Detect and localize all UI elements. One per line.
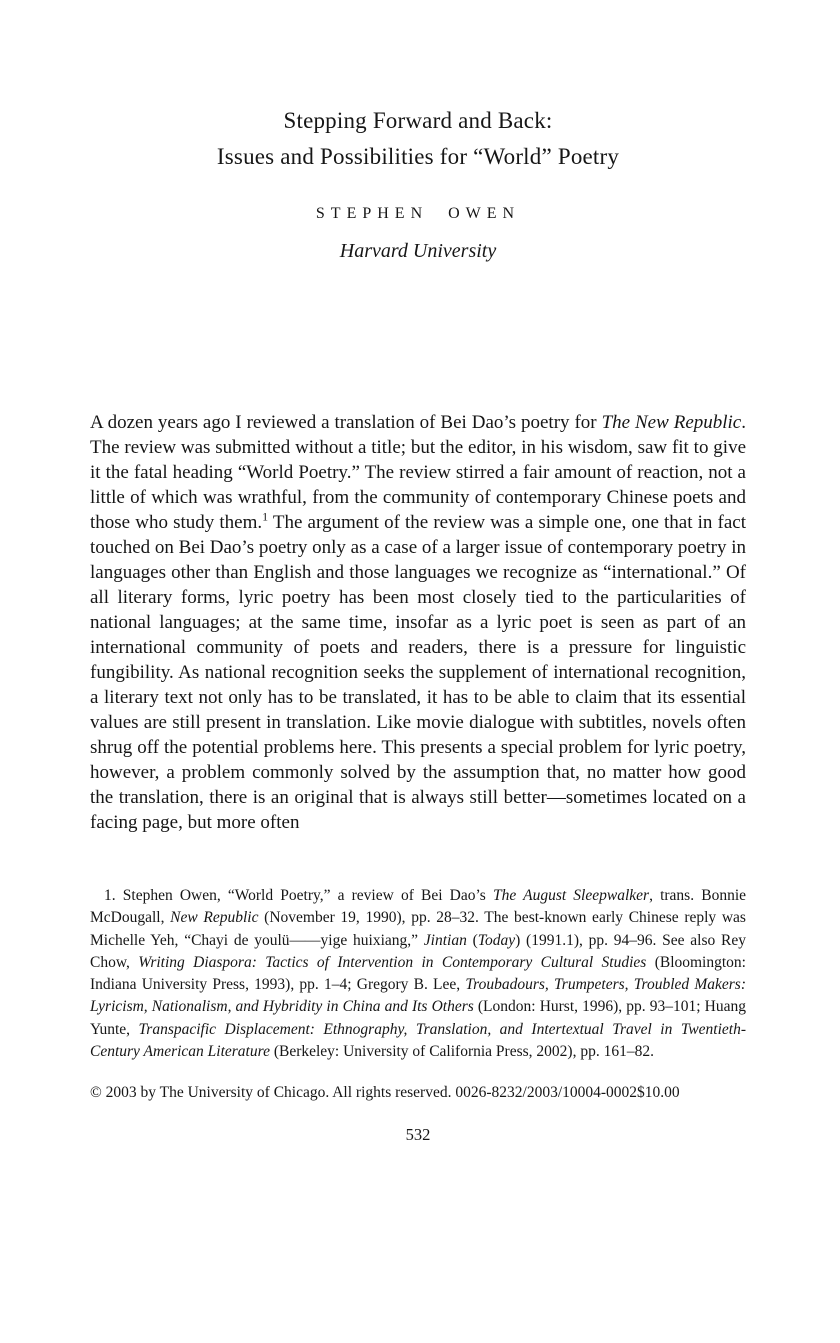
article-title-line-2: Issues and Possibilities for “World” Poetry (216, 144, 620, 169)
page-number: 532 (405, 1125, 431, 1145)
footnote-1: 1. Stephen Owen, “World Poetry,” a review of Bei Dao’s The August Sleepwalker, trans. Bonnie McDougall, New Republic (November 19, 1990), pp. 28–32. The best-known early Chinese reply was Michelle Yeh, “Chayi de youlü——yige huixiang,” Jintian (Today) (1991.1), pp. 94–96. See also Rey Chow, Writing Diaspora: Tactics of Intervention in Contemporary Cultural Studies (Bloomington: Indiana University Press, 1993), pp. 1–4; Gregory B. Lee, Troubadours, Trumpeters, Troubled Makers: Lyricism, Nationalism, and Hybridity in China and Its Others (London: Hurst, 1996), pp. 93–101; Huang Yunte, Transpacific Displacement: Ethnography, Translation, and Intertextual Travel in Twentieth-Century American Literature (Berkeley: University of California Press, 2002), pp. 161–82. (90, 887, 747, 1061)
author-name: STEPHEN OWEN (315, 205, 521, 222)
copyright-line: © 2003 by The University of Chicago. All rights reserved. 0026-8232/2003/10004-0002$10.00 (90, 1084, 680, 1102)
page-footer (90, 885, 746, 1145)
article-title (90, 103, 746, 175)
article-body (90, 410, 746, 835)
author-affiliation: Harvard University (339, 240, 497, 262)
body-paragraph: A dozen years ago I reviewed a translation of Bei Dao’s poetry for The New Republic. The review was submitted without a title; but the editor, in his wisdom, saw fit to give it the fatal heading “World Poetry.” The review stirred a fair amount of reaction, not a little of which was wrathful, from the community of contemporary Chinese poets and those who study them.$^1$ The argument of the review was a simple one, one that in fact touched on Bei Dao’s poetry only as a case of a larger issue of contemporary poetry in languages other than English and those languages we recognize as “international.” Of all literary forms, lyric poetry has been most closely tied to the particularities of national languages; at the same time, insofar as a lyric poet is seen as part of an international community of poets and readers, there is a pressure for linguistic fungibility. As national recognition seeks the supplement of international recognition, a literary text not only has to be translated, it has to be able to claim that its essential values are still present in translation. Like movie dialogue with subtitles, novels often shrug off the potential problems here. This presents a special problem for lyric poetry, however, a problem commonly solved by the assumption that, no matter how good the translation, there is an original that is always still better—sometimes located on a facing page, but more often (90, 412, 747, 833)
article-header (90, 103, 746, 263)
article-title-line-1: Stepping Forward and Back: (283, 108, 553, 133)
